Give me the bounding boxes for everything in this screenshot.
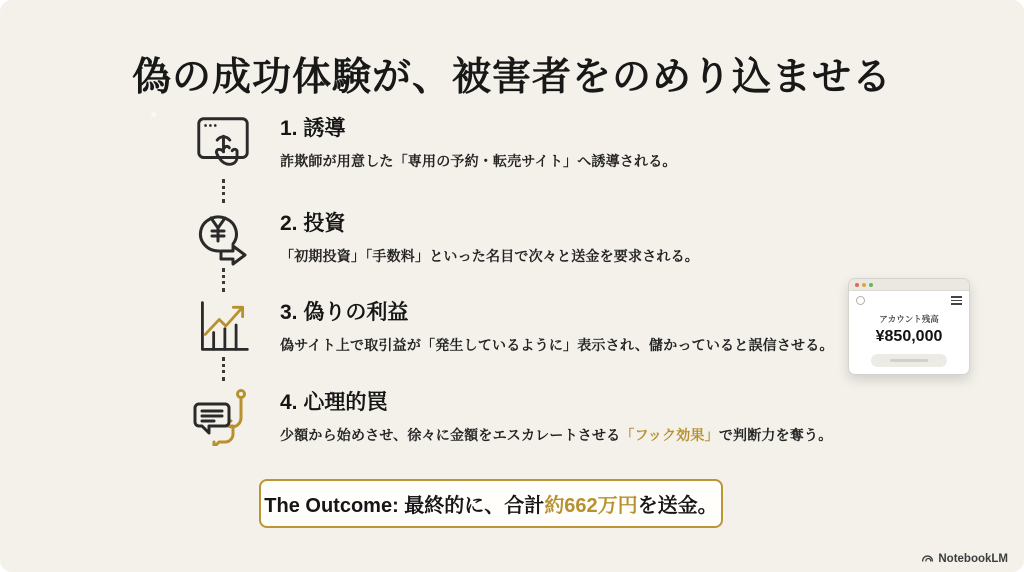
chat-hook-icon <box>190 384 256 448</box>
menu-icon <box>951 294 962 307</box>
yen-transfer-icon <box>190 205 256 269</box>
balance-label: アカウント残高 <box>879 314 939 324</box>
browser-click-icon <box>190 110 256 174</box>
balance-value: ¥850,000 <box>875 328 943 345</box>
account-balance-panel <box>849 313 969 367</box>
outcome-prefix: The Outcome: 最終的に、合計 <box>264 495 545 517</box>
dotted-connector-3 <box>222 357 225 381</box>
step-row-1 <box>190 110 677 174</box>
step-4-description <box>280 425 832 445</box>
page-title: 偽の成功体験が、被害者をのめり込ませる <box>131 56 892 99</box>
brand-footer <box>921 552 1008 565</box>
maximize-window-icon <box>869 283 873 287</box>
step-row-2 <box>190 205 699 269</box>
step-2-description: 「初期投資」「手数料」といった名目で次々と送金を要求される。 <box>280 248 699 264</box>
step-2-heading: 2. 投資 <box>280 212 346 235</box>
step-1-heading: 1. 誘導 <box>280 117 346 140</box>
placeholder-bar <box>871 354 947 367</box>
growth-chart-icon <box>190 294 256 358</box>
step-3-description: 偽サイト上で取引益が「発生しているように」表示され、儲かっていると誤信させる。 <box>280 337 834 353</box>
dotted-connector-2 <box>222 268 225 292</box>
notebooklm-logo-icon <box>921 552 934 565</box>
step-4-heading: 4. 心理的罠 <box>280 391 388 414</box>
outcome-callout <box>259 479 723 528</box>
browser-titlebar <box>849 279 969 291</box>
globe-icon <box>856 296 865 305</box>
step-3-heading: 3. 偽りの利益 <box>280 301 409 324</box>
dotted-connector-1 <box>222 179 225 203</box>
browser-toolbar <box>849 291 969 310</box>
step-row-3 <box>190 294 834 358</box>
step-4-desc-prefix: 少額から始めさせ、徐々に金額をエスカレートさせる <box>280 427 621 443</box>
outcome-highlight: 約662万円 <box>544 495 638 517</box>
brand-name: NotebookLM <box>938 552 1008 565</box>
step-1-description: 詐欺師が用意した「専用の予約・転売サイト」へ誘導される。 <box>280 153 677 169</box>
step-4-desc-highlight: 「フック効果」 <box>620 427 719 443</box>
close-window-icon <box>855 283 859 287</box>
step-4-desc-suffix: で判断力を奪う。 <box>718 427 833 443</box>
outcome-suffix: を送金。 <box>637 495 718 517</box>
fake-account-browser-window <box>848 278 970 375</box>
step-row-4 <box>190 384 832 448</box>
minimize-window-icon <box>862 283 866 287</box>
